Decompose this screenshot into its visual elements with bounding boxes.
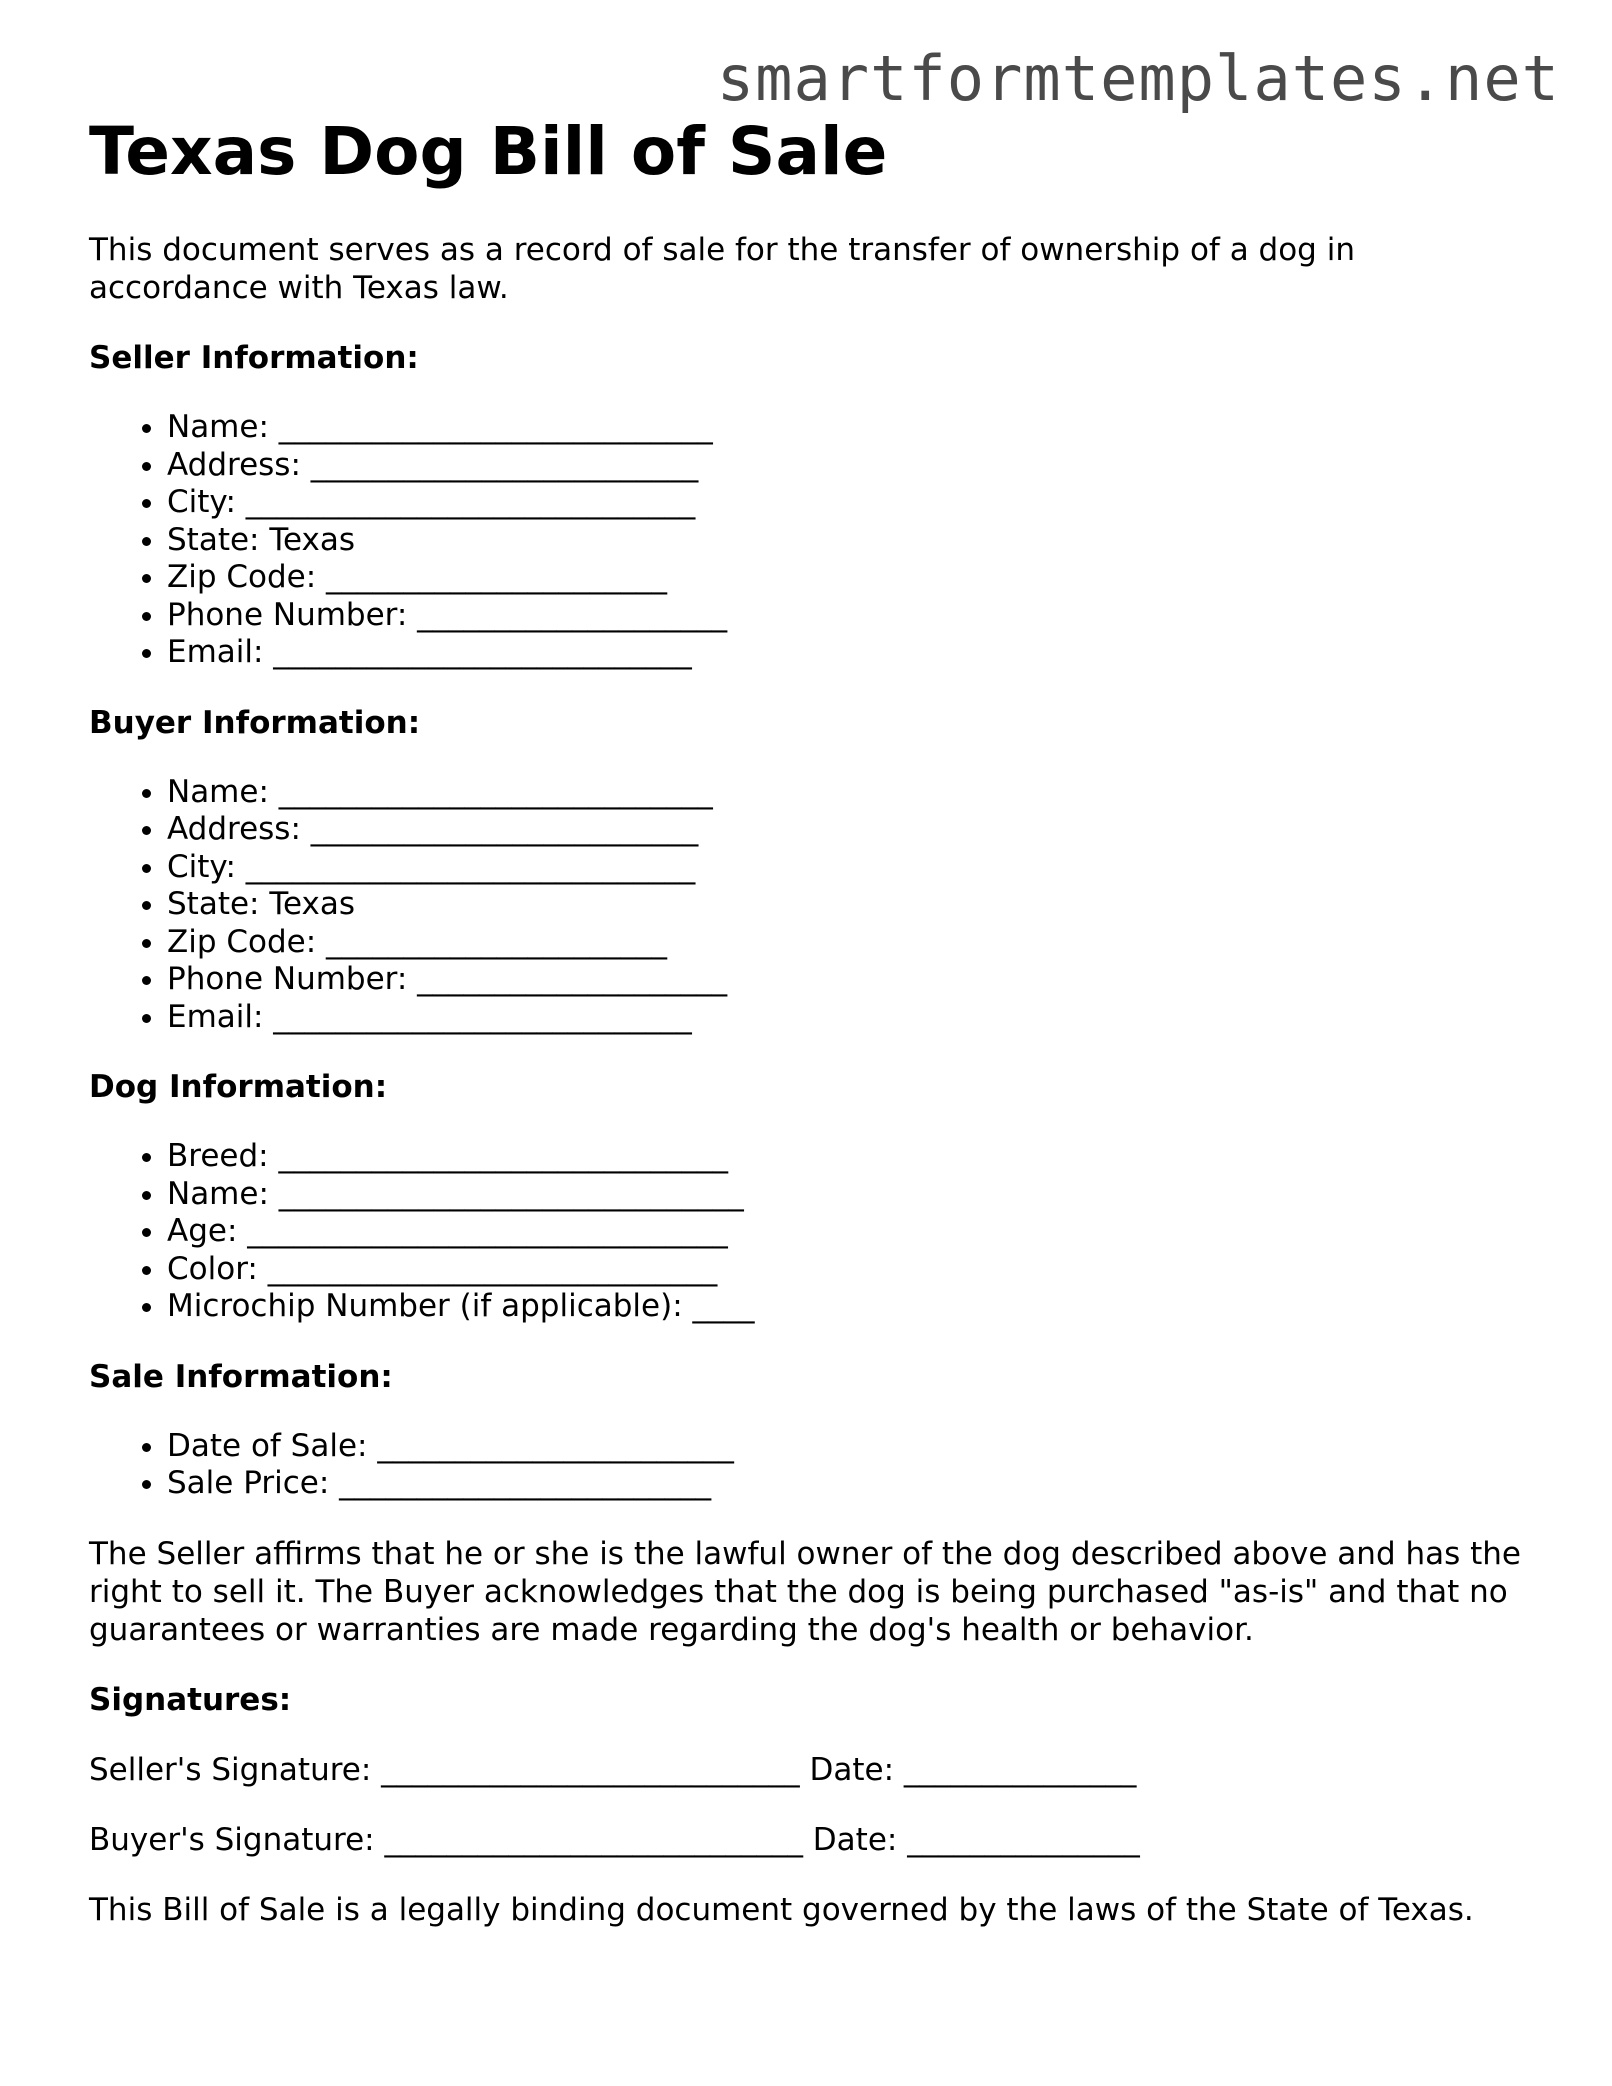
seller-address-field: • Address: _________________________ [167, 447, 1529, 485]
document-body [89, 112, 1529, 1929]
buyer-phone-field: • Phone Number: ____________________ [167, 961, 1529, 999]
page-title: Texas Dog Bill of Sale [89, 113, 888, 190]
sale-date-field: • Date of Sale: _______________________ [167, 1428, 1529, 1466]
dog-microchip-field: • Microchip Number (if applicable): ____ [167, 1288, 1529, 1326]
affirmation-paragraph: The Seller affirms that he or she is the lawful owner of the dog described above and has the right to sell it. The Buyer acknowledges that the dog is being purchased "as-is" and that no guarantees or warranties are made regarding the dog's health or behavior. [89, 1535, 1522, 1648]
intro-paragraph: This document serves as a record of sale for the transfer of ownership of a dog in accordance with Texas law. [89, 232, 1355, 307]
buyer-address-field: • Address: _________________________ [167, 811, 1529, 849]
seller-info-list [89, 409, 1529, 672]
seller-name-field: • Name: ____________________________ [167, 409, 1529, 447]
buyer-signature-line: Buyer's Signature: ___________________________ Date: _______________ [89, 1821, 1140, 1858]
signatures-heading: Signatures: [89, 1681, 292, 1718]
sale-price-field: • Sale Price: ________________________ [167, 1465, 1529, 1503]
dog-color-field: • Color: _____________________________ [167, 1251, 1529, 1289]
seller-section-heading: Seller Information: [89, 340, 419, 377]
sale-info-list [89, 1428, 1529, 1503]
dog-info-list [89, 1138, 1529, 1326]
dog-age-field: • Age: _______________________________ [167, 1213, 1529, 1251]
buyer-name-field: • Name: ____________________________ [167, 774, 1529, 812]
buyer-info-list [89, 774, 1529, 1037]
watermark: smartformtemplates.net [716, 42, 1560, 115]
dog-section-heading: Dog Information: [89, 1069, 388, 1106]
seller-email-field: • Email: ___________________________ [167, 634, 1529, 672]
buyer-email-field: • Email: ___________________________ [167, 999, 1529, 1037]
seller-state-field: • State: Texas [167, 522, 1529, 560]
sale-section-heading: Sale Information: [89, 1358, 393, 1395]
buyer-zip-field: • Zip Code: ______________________ [167, 924, 1529, 962]
dog-breed-field: • Breed: _____________________________ [167, 1138, 1529, 1176]
closing-paragraph: This Bill of Sale is a legally binding document governed by the laws of the State of Texas. [89, 1891, 1474, 1928]
dog-name-field: • Name: ______________________________ [167, 1176, 1529, 1214]
buyer-section-heading: Buyer Information: [89, 704, 421, 741]
seller-city-field: • City: _____________________________ [167, 484, 1529, 522]
buyer-city-field: • City: _____________________________ [167, 849, 1529, 887]
seller-signature-line: Seller's Signature: ___________________________ Date: _______________ [89, 1751, 1137, 1788]
seller-phone-field: • Phone Number: ____________________ [167, 597, 1529, 635]
buyer-state-field: • State: Texas [167, 886, 1529, 924]
seller-zip-field: • Zip Code: ______________________ [167, 559, 1529, 597]
